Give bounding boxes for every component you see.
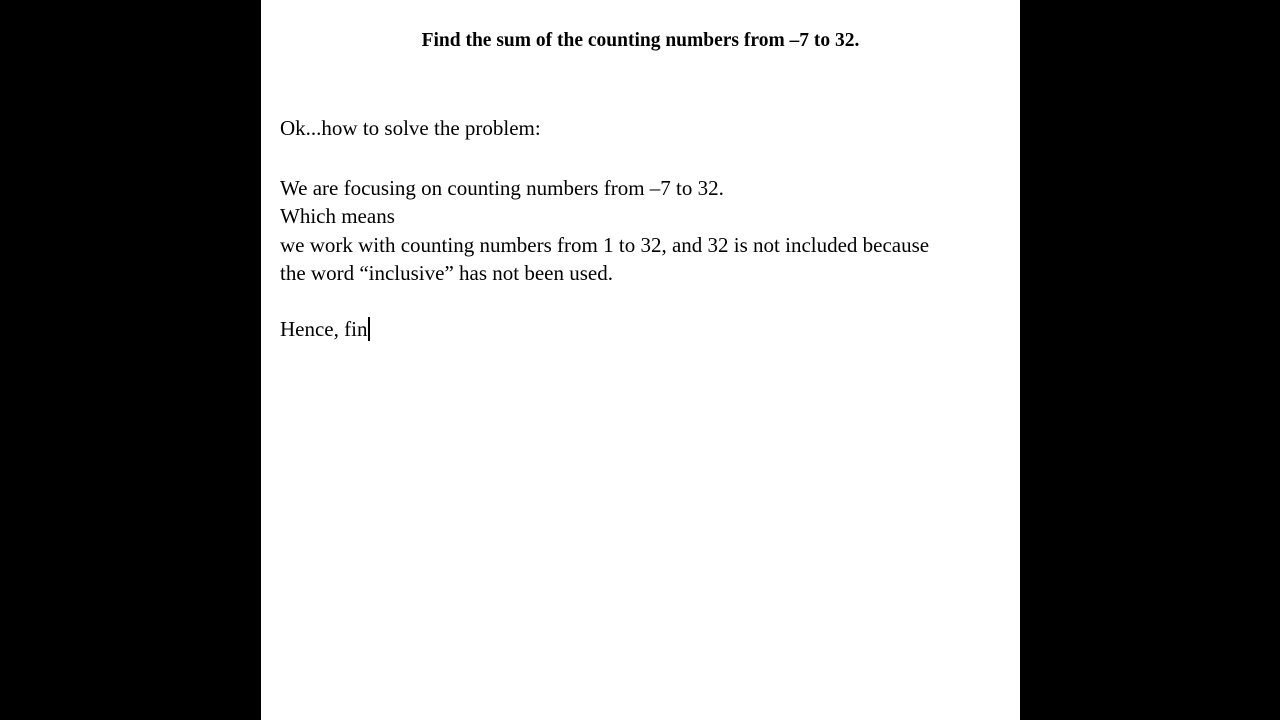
text-line: We are focusing on counting numbers from –7 to 32. <box>280 176 724 200</box>
text-cursor <box>368 317 370 341</box>
text-line-content: Hence, fin <box>280 317 368 341</box>
text-line: the word “inclusive” has not been used. <box>280 261 613 285</box>
text-line-editing[interactable] <box>280 317 370 342</box>
problem-title: Find the sum of the counting numbers from –7 to 32. <box>421 30 860 51</box>
document-page <box>261 0 1020 720</box>
text-line: Ok...how to solve the problem: <box>280 116 541 140</box>
text-line: Which means <box>280 204 395 228</box>
text-line: we work with counting numbers from 1 to 32, and 32 is not included because <box>280 233 930 257</box>
